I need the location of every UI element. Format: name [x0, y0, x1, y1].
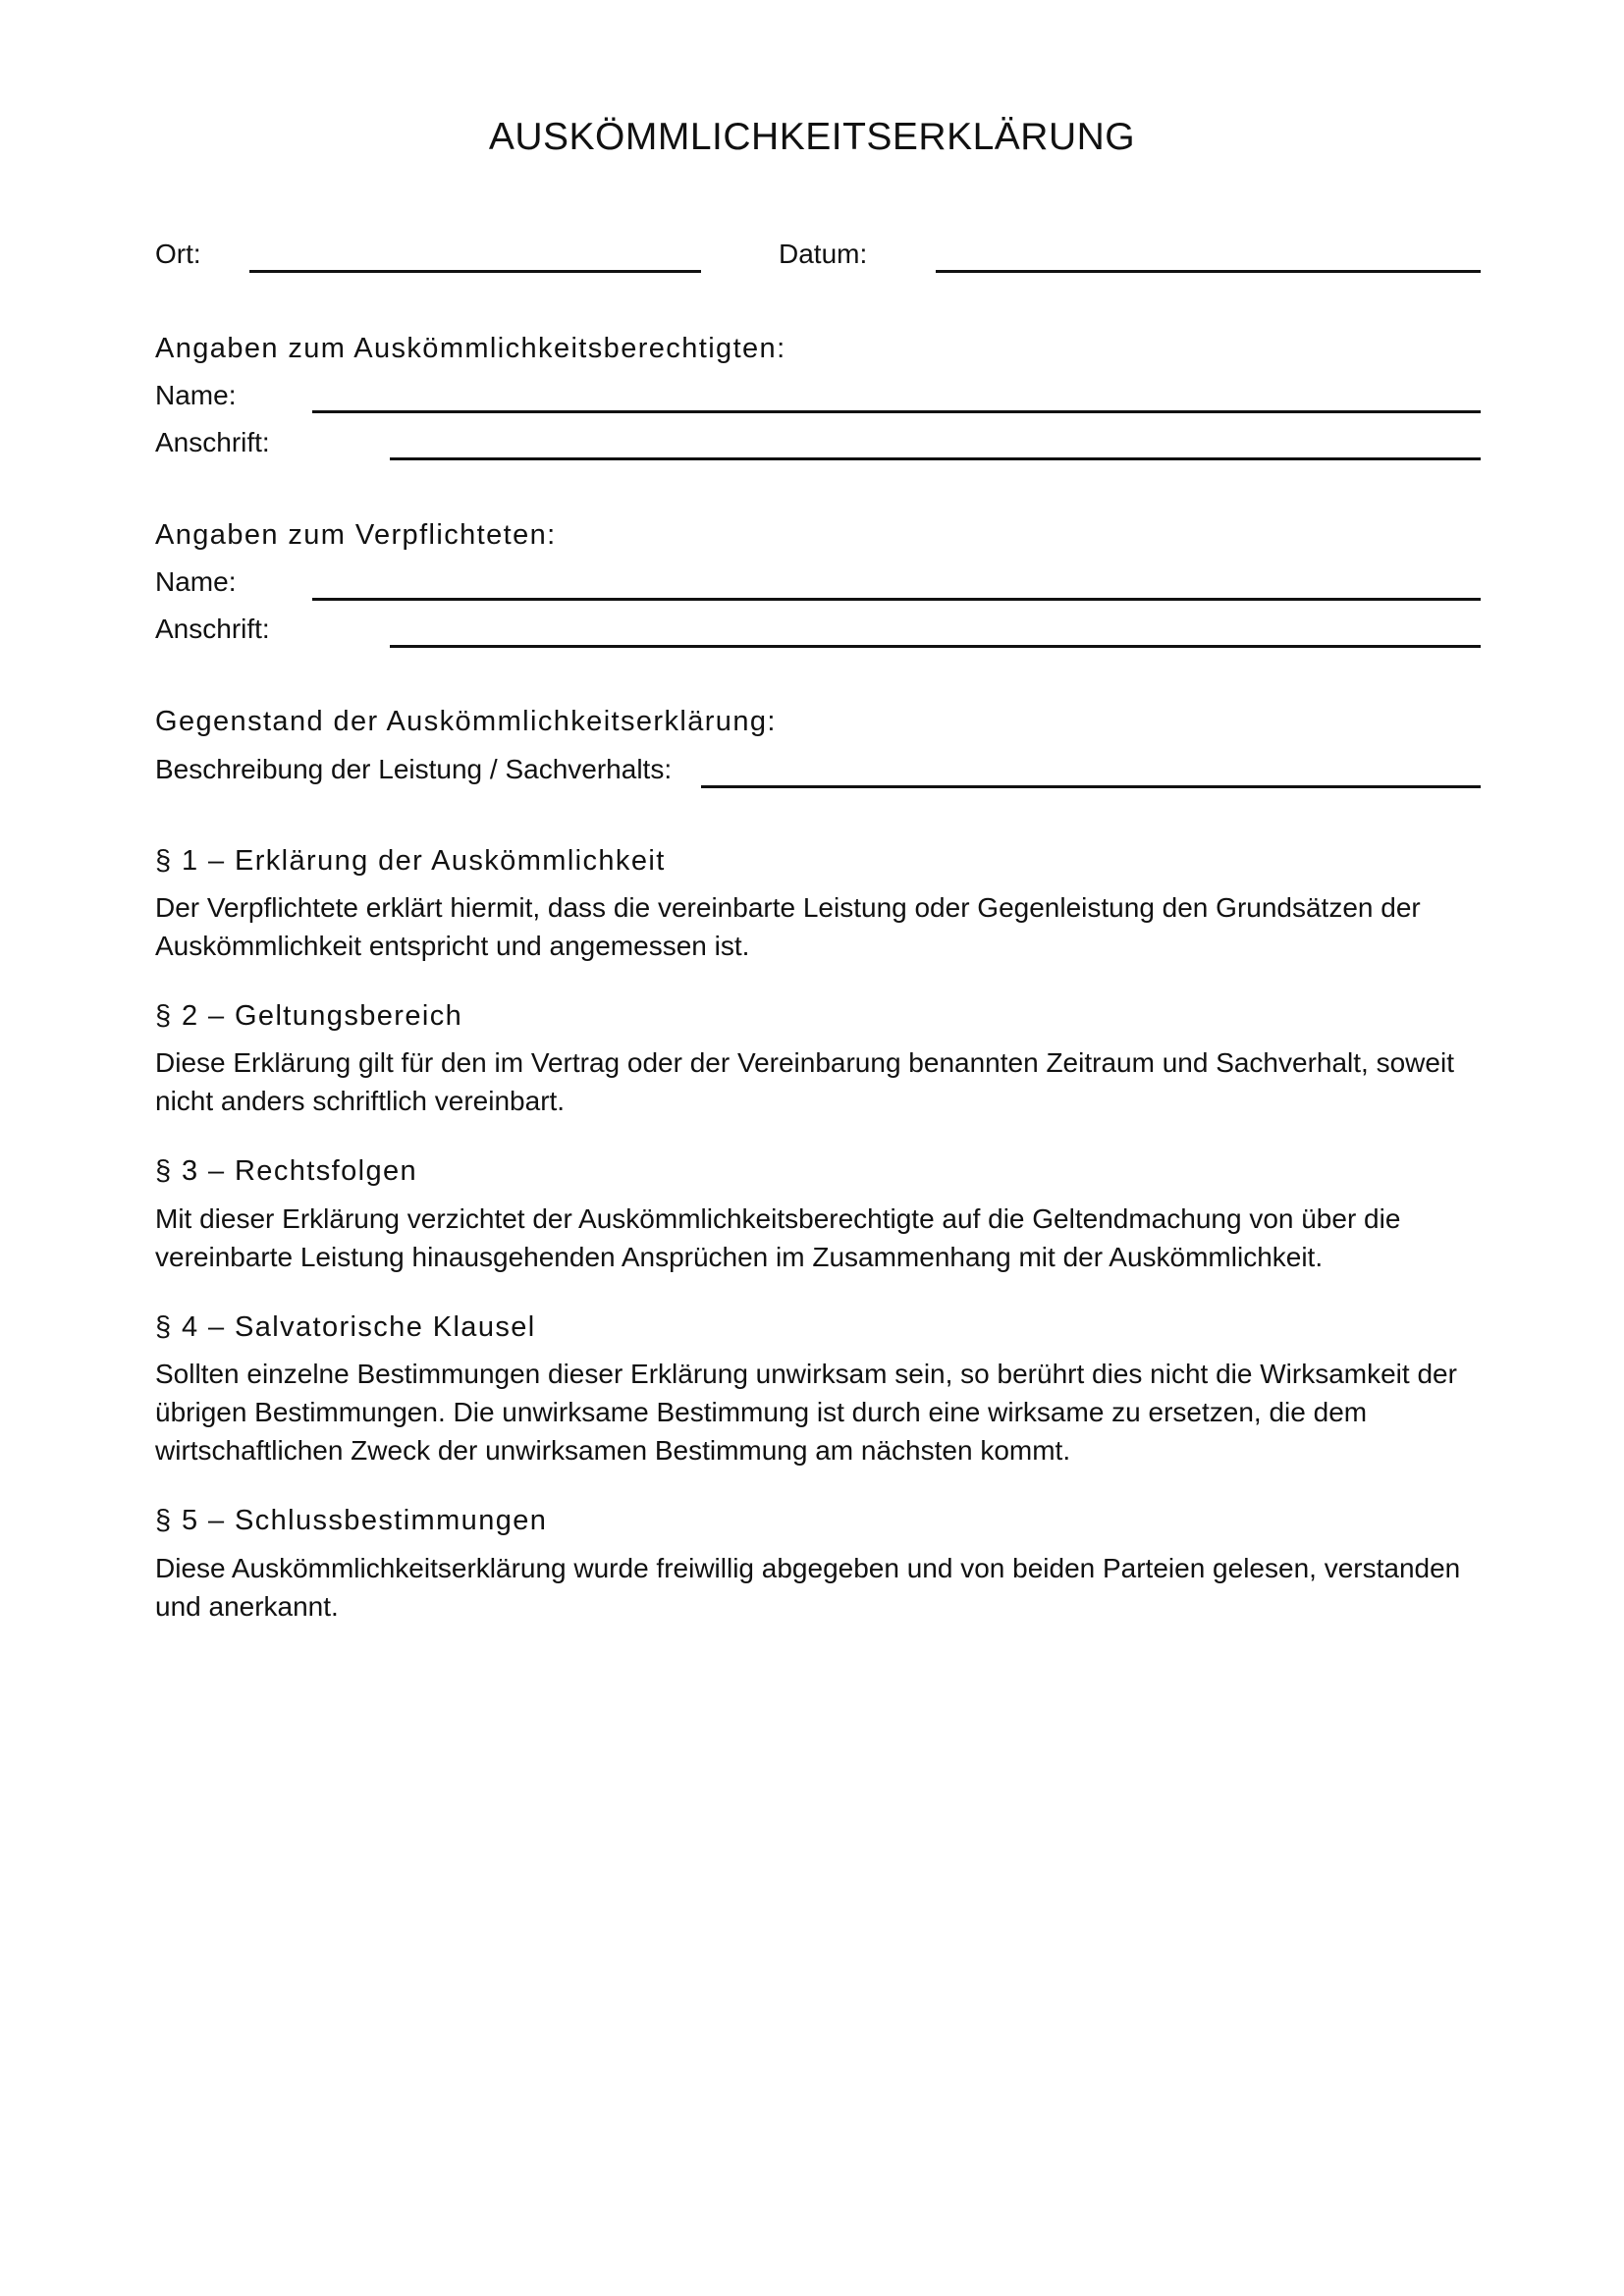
section-5-heading: § 5 – Schlussbestimmungen [155, 1505, 548, 1536]
verpflichteter-anschrift-label: Anschrift: [155, 614, 270, 644]
beschreibung-line[interactable] [701, 785, 1481, 788]
section-3-heading: § 3 – Rechtsfolgen [155, 1155, 418, 1187]
section-2-heading: § 2 – Geltungsbereich [155, 1000, 463, 1032]
berechtigter-anschrift-line[interactable] [390, 457, 1481, 460]
document-title: AUSKÖMMLICHKEITSERKLÄRUNG [488, 116, 1136, 158]
gegenstand-heading: Gegenstand der Auskömmlichkeitserklärung: [155, 706, 777, 737]
datum-label: Datum: [779, 239, 868, 269]
verpflichteter-heading: Angaben zum Verpflichteten: [155, 519, 557, 551]
verpflichteter-name-line[interactable] [312, 598, 1481, 601]
section-4-heading: § 4 – Salvatorische Klausel [155, 1311, 536, 1343]
section-1-heading: § 1 – Erklärung der Auskömmlichkeit [155, 845, 666, 877]
section-4-text: Sollten einzelne Bestimmungen dieser Erklärung unwirksam sein, so berührt dies nicht die Wirksamkeit der übrigen Bestimmungen. Die unwirksame Bestimmung ist durch eine wirksame zu ersetzen, die dem wirtschaftlichen Zweck der unwirksamen Bestimmung am nächsten kommt. [155, 1359, 1457, 1466]
verpflichteter-name-label: Name: [155, 566, 237, 597]
verpflichteter-anschrift-line[interactable] [390, 645, 1481, 648]
ort-field-line[interactable] [249, 270, 701, 273]
section-5-text: Diese Auskömmlichkeitserklärung wurde freiwillig abgegeben und von beiden Parteien gelesen, verstanden und anerkannt. [155, 1553, 1461, 1622]
section-1-text: Der Verpflichtete erklärt hiermit, dass die vereinbarte Leistung oder Gegenleistung den Grundsätzen der Auskömmlichkeit entspricht und angemessen ist. [155, 892, 1421, 961]
berechtigter-anschrift-label: Anschrift: [155, 427, 270, 457]
berechtigter-name-line[interactable] [312, 410, 1481, 413]
berechtigter-heading: Angaben zum Auskömmlichkeitsberechtigten: [155, 333, 786, 364]
ort-label: Ort: [155, 239, 201, 269]
section-2-text: Diese Erklärung gilt für den im Vertrag oder der Vereinbarung benannten Zeitraum und Sachverhalt, soweit nicht anders schriftlich vereinbart. [155, 1047, 1454, 1116]
berechtigter-name-label: Name: [155, 380, 237, 410]
datum-field-line[interactable] [936, 270, 1481, 273]
beschreibung-label: Beschreibung der Leistung / Sachverhalts: [155, 754, 673, 784]
section-3-text: Mit dieser Erklärung verzichtet der Auskömmlichkeitsberechtigte auf die Geltendmachung von über die vereinbarte Leistung hinausgehenden Ansprüchen im Zusammenhang mit der Auskömmlichkeit. [155, 1203, 1401, 1272]
